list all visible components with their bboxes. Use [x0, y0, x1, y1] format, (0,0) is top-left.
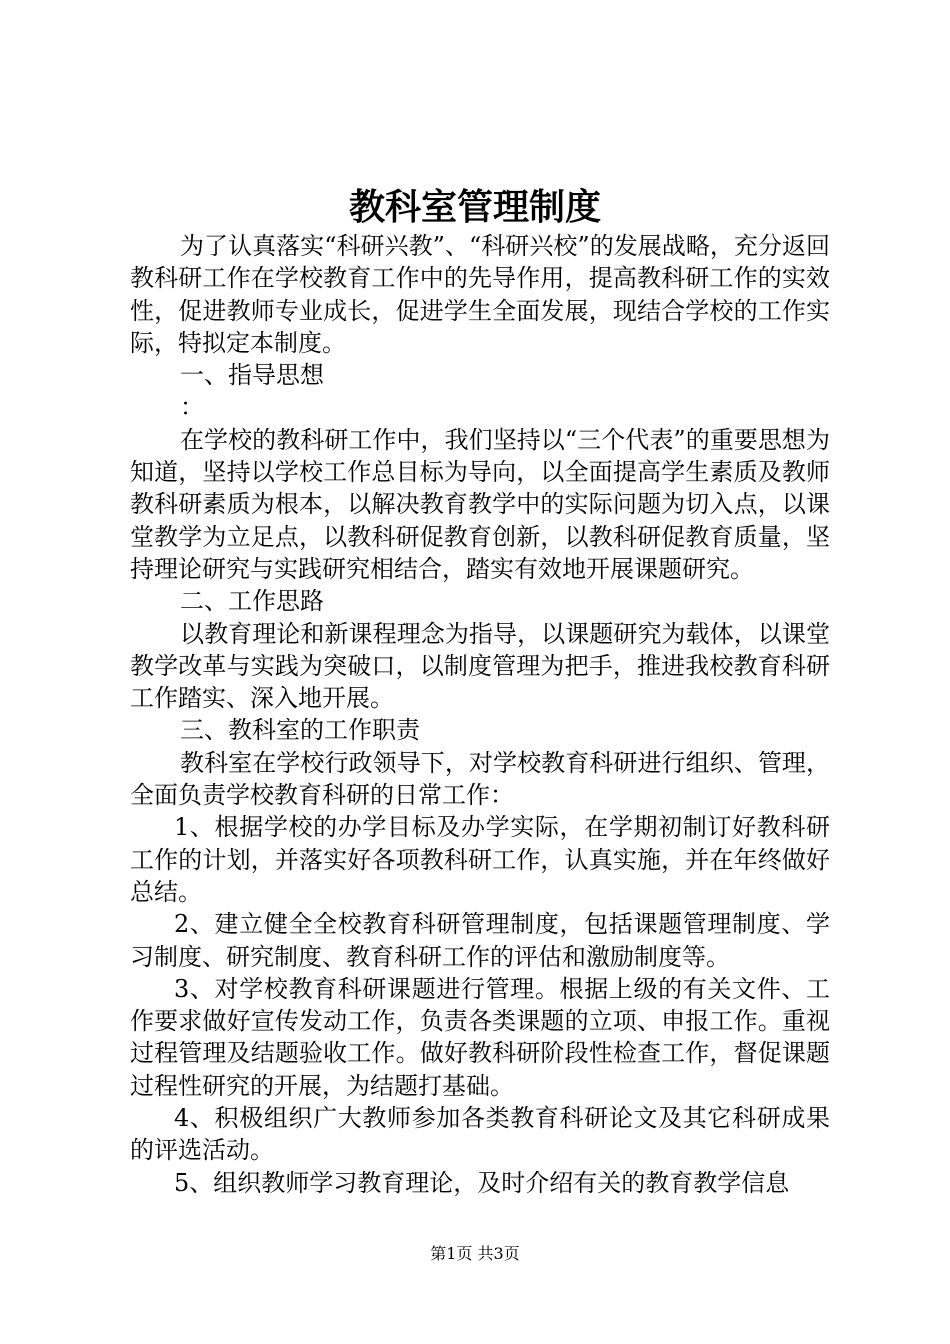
paragraph-colon: ：: [180, 393, 204, 422]
list-item-duty-5: 5、组织教师学习教育理论，及时介绍有关的教育教学信息: [174, 1168, 790, 1197]
list-item-duty-2: 2、建立健全全校教育科研管理制度，包括课题管理制度、学习制度、研究制度、教育科研工作的评估和激励制度等。: [130, 910, 830, 971]
document-body: [130, 230, 830, 1199]
page-footer: 第1页 共3页: [430, 1244, 520, 1263]
paragraph-work-approach: 以教育理论和新课程理念为指导，以课题研究为载体，以课堂教学改革与实践为突破口，以制度管理为把手，推进我校教育科研工作踏实、深入地开展。: [130, 619, 830, 713]
list-item-duty-3: 3、对学校教育科研课题进行管理。根据上级的有关文件、工作要求做好宣传发动工作，负责各类课题的立项、申报工作。重视过程管理及结题验收工作。做好教科研阶段性检查工作，督促课题过程性研究的开展，为结题打基础。: [130, 974, 830, 1100]
paragraph-guiding-ideology: 在学校的教科研工作中，我们坚持以“三个代表”的重要思想为知道，坚持以学校工作总目标为导向，以全面提高学生素质及教师教科研素质为根本，以解决教育教学中的实际问题为切入点，以课堂教学为立足点，以教科研促教育创新，以教科研促教育质量，坚持理论研究与实践研究相结合，踏实有效地开展课题研究。: [130, 425, 830, 583]
section-heading-duties: 三、教科室的工作职责: [180, 716, 420, 745]
document-title: 教科室管理制度: [348, 187, 601, 228]
paragraph-intro: 为了认真落实“科研兴教”、“科研兴校”的发展战略，充分返回教科研工作在学校教育工作中的先导作用，提高教科研工作的实效性，促进教师专业成长，促进学生全面发展，现结合学校的工作实际，特拟定本制度。: [130, 232, 830, 357]
list-item-duty-1: 1、根据学校的办学目标及办学实际，在学期初制订好教科研工作的计划，并落实好各项教科研工作，认真实施，并在年终做好总结。: [130, 813, 830, 906]
section-heading-work-approach: 二、工作思路: [180, 587, 324, 616]
list-item-duty-4: 4、积极组织广大教师参加各类教育科研论文及其它科研成果的评选活动。: [130, 1104, 830, 1165]
paragraph-duties-intro: 教科室在学校行政领导下，对学校教育科研进行组织、管理，全面负责学校教育科研的日常工作：: [130, 748, 830, 810]
section-heading-guiding-ideology: 一、指导思想: [180, 361, 324, 390]
